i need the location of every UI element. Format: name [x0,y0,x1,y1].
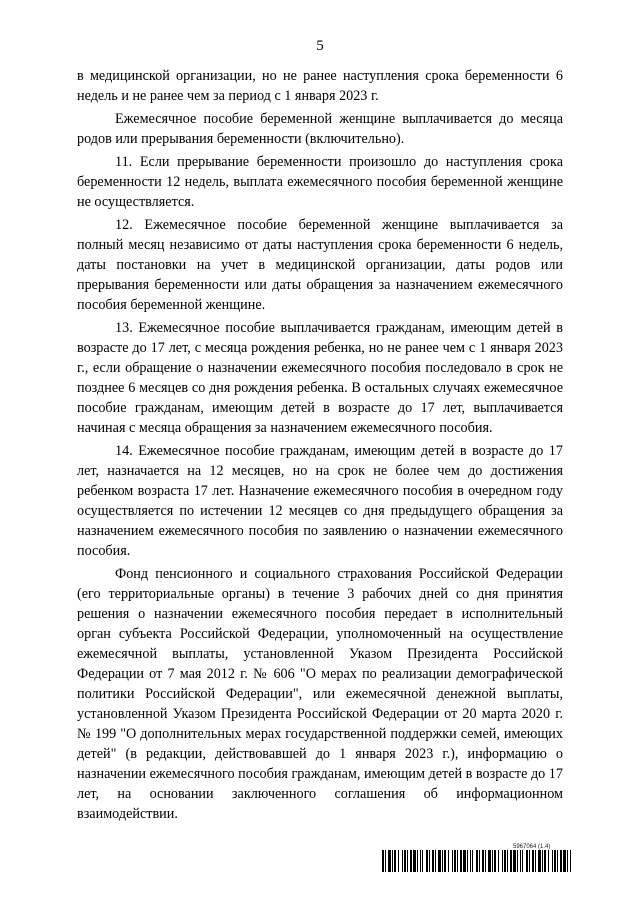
barcode-bar [498,850,499,872]
barcode-bar [476,850,478,872]
barcode-bar [532,850,534,872]
barcode-bar [442,850,443,872]
barcode-bar [394,850,396,872]
barcode-bar [392,850,393,872]
barcode-bar [457,850,458,872]
paragraph-11: 11. Если прерывание беременности произошло до наступления срока беременности 12 недель, выплата ежемесячного пособия беременной женщине не осуществляется. [77,154,563,210]
barcode-bar [510,850,512,872]
barcode-bar [417,850,418,872]
barcode-bar [529,850,530,872]
barcode-bar [426,850,428,872]
barcode-bar [479,850,480,872]
barcode-bar [454,850,456,872]
barcode-bar [444,850,446,872]
barcode-bar [492,850,493,872]
barcode [382,850,572,872]
barcode-bar [438,850,441,872]
barcode-bar [494,850,496,872]
barcode-bar [452,850,453,872]
barcode-bar [402,850,403,872]
barcode-bar [404,850,406,872]
barcode-bar [485,850,486,872]
barcode-bar [435,850,436,872]
barcode-bar [507,850,508,872]
barcode-bar [535,850,536,872]
barcode-bar [544,850,546,872]
barcode-bar [538,850,541,872]
barcode-bar [429,850,430,872]
barcode-bar [517,850,518,872]
barcode-bar [420,850,421,872]
barcode-bar [472,850,473,872]
barcode-bar [410,850,412,872]
paragraph-12: 12. Ежемесячное пособие беременной женщине выплачивается за полный месяц независимо от даты наступления срока беременности 6 недель, даты постановки на учет в медицинской организации, даты родов или прерывания беременности или даты обращения за назначением ежемесячного пособия беременной женщине. [77,217,563,313]
barcode-bar [560,850,562,872]
paragraph: Ежемесячное пособие беременной женщине выплачивается до месяца родов или прерывания беременности (включительно). [77,111,563,147]
barcode-bar [513,850,516,872]
paragraph-14: 14. Ежемесячное пособие гражданам, имеющим детей в возрасте до 17 лет, назначается на 12 месяцев, но на срок не более чем до достижения ребенком возраста 17 лет. Назначение ежемесячного пособия в очередном году осуществляется по истечении 12 месяцев со дня предыдущего обращения за назначением ежемесячного пособия по заявлению о назначении ежемесячного пособия. [77,443,563,559]
barcode-bar [448,850,449,872]
barcode-bar [570,850,571,872]
barcode-bar [432,850,434,872]
barcode-bar [407,850,408,872]
barcode-bar [470,850,471,872]
barcode-bar [526,850,528,872]
barcode-bar [563,850,566,872]
barcode-bar [504,850,506,872]
paragraph-fund: Фонд пенсионного и социального страхования Российской Федерации (его территориальные органы) в течение 3 рабочих дней со дня принятия решения о назначении ежемесячного пособия передает в исполнительный орган субъекта Российской Федерации, уполномоченный на осуществление ежемесячной выплаты, установленной Указом Президента Российской Федерации от 7 мая 2012 г. № 606 "О мерах по реализации демографической политики Российской Федерации", или ежемесячной денежной выплаты, установленной Указом Президента Российской Федерации от 20 марта 2020 г. № 199 "О дополнительных мерах государственной поддержки семей, имеющих детей" (в редакции, действовавшей до 1 января 2023 г.), информацию о назначении ежемесячного пособия гражданам, имеющим детей в возрасте до 17 лет, на основании заключенного соглашения об информационном взаимодействии. [77,566,563,822]
barcode-bar [460,850,462,872]
paragraph-13: 13. Ежемесячное пособие выплачивается гражданам, имеющим детей в возрасте до 17 лет, с месяца рождения ребенка, но не ранее чем с 1 января 2023 г., если обращение о назначении ежемесячного пособия последовало в срок не позднее 6 месяцев со дня рождения ребенка. В остальных случаях ежемесячное пособие гражданам, имеющим детей в возрасте до 17 лет, выплачивается начиная с месяца обращения за назначением ежемесячного пособия. [77,320,563,436]
barcode-bar [567,850,568,872]
barcode-bar [463,850,466,872]
barcode-bar [554,850,556,872]
page-number: 5 [316,38,324,54]
barcode-bar [398,850,399,872]
barcode-bar [522,850,523,872]
barcode-bar [388,850,391,872]
barcode-bar [552,850,553,872]
barcode-bar [488,850,491,872]
barcode-bar [557,850,558,872]
barcode-bar [385,850,386,872]
document-body [77,66,563,827]
barcode-bar [382,850,384,872]
barcode-bar [422,850,423,872]
barcode-bar [520,850,521,872]
paragraph-continuation: в медицинской организации, но не ранее наступления срока беременности 6 недель и не ранее чем за период с 1 января 2023 г. [77,68,563,104]
barcode-bar [548,850,549,872]
barcode-bar [542,850,543,872]
barcode-bar [467,850,468,872]
barcode-bar [413,850,416,872]
barcode-bar [502,850,503,872]
barcode-label: 5967064 (1.4) [513,844,551,850]
barcode-bar [482,850,484,872]
